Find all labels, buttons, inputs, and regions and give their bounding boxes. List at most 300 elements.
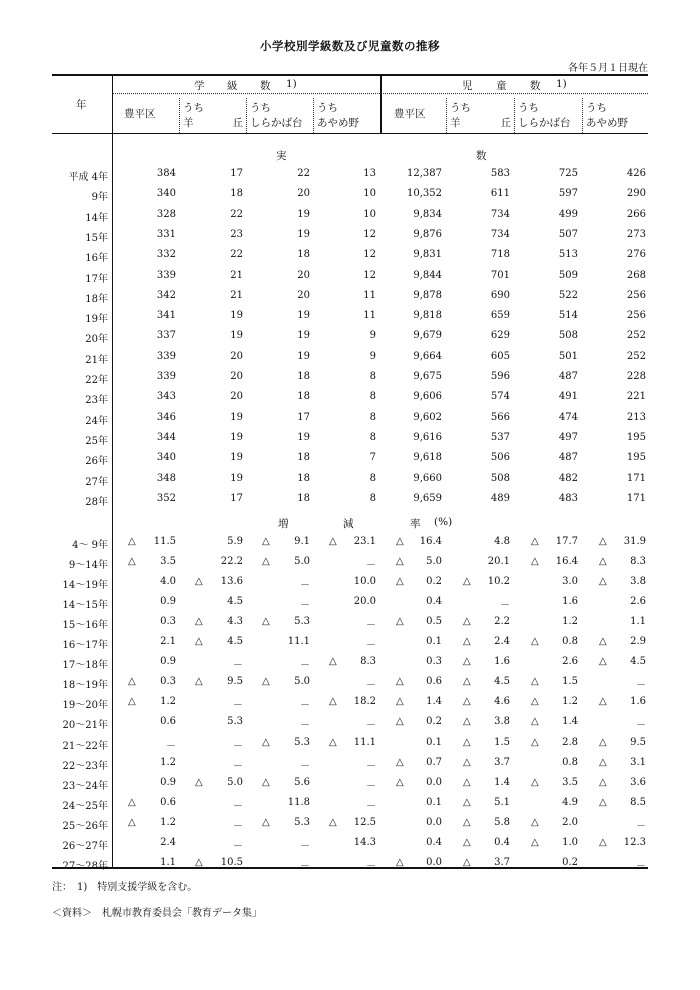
table-cell: 491 (558, 391, 578, 403)
sub-divider (179, 98, 180, 133)
table-cell: 487 (558, 452, 578, 464)
row-year-label: 15年 (85, 232, 108, 244)
table-cell: 18 (297, 472, 310, 484)
sub-header-ayameno (586, 101, 628, 131)
negative-triangle-icon: △ (396, 696, 404, 708)
table-cell: 266 (626, 208, 646, 220)
negative-triangle-icon: △ (262, 736, 270, 748)
table-cell: 23 (230, 228, 243, 240)
table-cell: 4.9 (562, 796, 578, 808)
group-header-char: 級 (227, 80, 238, 92)
table-cell: 19 (297, 208, 310, 220)
negative-triangle-icon: △ (463, 796, 471, 808)
negative-triangle-icon: △ (599, 576, 607, 588)
negative-triangle-icon: △ (128, 796, 136, 808)
table-cell: 7 (369, 452, 376, 464)
row-year-label: 24～25年 (62, 800, 108, 812)
group-header-char: 学 (194, 80, 205, 92)
row-year-label: 14～15年 (62, 600, 108, 612)
negative-triangle-icon: △ (531, 836, 539, 848)
sub-header-ayameno (317, 101, 359, 131)
table-cell: － (300, 860, 310, 872)
sub-header-uchi: うち (250, 102, 271, 114)
table-cell: 1.5 (562, 676, 578, 688)
section-char: 率 (410, 518, 421, 530)
table-cell: － (300, 580, 310, 592)
table-cell: 0.9 (160, 776, 176, 788)
sub-header-char: 丘 (500, 117, 511, 129)
table-cell: 3.6 (630, 776, 646, 788)
table-cell: 9,818 (413, 310, 442, 322)
negative-triangle-icon: △ (396, 716, 404, 728)
table-cell: 9,659 (413, 492, 442, 504)
table-cell: 0.1 (426, 796, 442, 808)
table-cell: 22.2 (220, 556, 243, 568)
table-cell: 2.2 (494, 616, 510, 628)
negative-triangle-icon: △ (262, 616, 270, 628)
table-cell: 5.1 (494, 796, 510, 808)
sub-divider (582, 98, 583, 133)
table-cell: 19 (297, 431, 310, 443)
table-cell: 12.3 (623, 836, 646, 848)
table-cell: 19 (230, 411, 243, 423)
negative-triangle-icon: △ (128, 816, 136, 828)
table-cell: 9,616 (413, 431, 442, 443)
negative-triangle-icon: △ (262, 536, 270, 547)
table-cell: 9.1 (294, 536, 310, 547)
negative-triangle-icon: △ (463, 656, 471, 668)
table-cell: 9.5 (630, 736, 646, 748)
table-bottom-rule (52, 867, 648, 869)
table-cell: 0.9 (160, 596, 176, 608)
table-cell: 5.0 (426, 556, 442, 568)
row-year-label: 平成 4年 (68, 172, 108, 183)
table-cell: 17 (230, 492, 243, 504)
table-cell: 290 (626, 188, 646, 200)
negative-triangle-icon: △ (262, 776, 270, 788)
table-cell: 18.2 (353, 696, 376, 708)
negative-triangle-icon: △ (128, 676, 136, 688)
table-cell: 18 (297, 249, 310, 261)
table-cell: 339 (156, 269, 176, 281)
negative-triangle-icon: △ (262, 556, 270, 568)
table-cell: 340 (156, 188, 176, 200)
table-cell: 2.6 (630, 596, 646, 608)
table-cell: 509 (558, 269, 578, 281)
group-header-note-ref: 1) (286, 78, 297, 90)
table-cell: 3.0 (562, 576, 578, 588)
negative-triangle-icon: △ (195, 856, 203, 868)
row-year-label: 23～24年 (62, 780, 108, 792)
table-cell: 18 (297, 371, 310, 382)
sub-header-uchi: うち (450, 102, 471, 114)
table-cell: － (366, 760, 376, 772)
negative-triangle-icon: △ (195, 776, 203, 788)
table-cell: 566 (490, 411, 510, 423)
table-cell: 342 (156, 289, 176, 301)
sub-header-uchi: うち (586, 102, 607, 114)
table-cell: 522 (558, 289, 578, 301)
table-cell: 332 (156, 249, 176, 261)
table-cell: 0.4 (426, 596, 442, 608)
table-cell: 508 (490, 472, 510, 484)
section-char: 増 (278, 518, 289, 530)
table-cell: 16.4 (419, 536, 442, 547)
table-cell: － (300, 660, 310, 672)
table-cell: 1.1 (160, 856, 176, 868)
table-cell: 11 (363, 310, 376, 322)
table-cell: 1.4 (494, 776, 510, 788)
group-header-note-ref: 1) (556, 78, 567, 90)
table-cell: 20.0 (353, 596, 376, 608)
row-year-label: 22～23年 (62, 760, 108, 772)
table-cell: － (300, 720, 310, 732)
negative-triangle-icon: △ (531, 736, 539, 748)
table-cell: 4.3 (227, 616, 243, 628)
table-cell: － (300, 840, 310, 852)
table-cell: 12 (363, 269, 376, 281)
table-cell: － (636, 820, 646, 832)
table-cell: 0.7 (426, 756, 442, 768)
negative-triangle-icon: △ (329, 816, 337, 828)
negative-triangle-icon: △ (396, 776, 404, 788)
table-cell: 0.2 (426, 576, 442, 588)
table-cell: 2.0 (562, 816, 578, 828)
table-cell: 482 (558, 472, 578, 484)
table-cell: 11 (363, 289, 376, 301)
table-cell: 501 (558, 350, 578, 362)
table-cell: 0.4 (494, 836, 510, 848)
table-cell: 596 (490, 371, 510, 382)
table-cell: － (636, 720, 646, 732)
negative-triangle-icon: △ (463, 756, 471, 768)
negative-triangle-icon: △ (396, 616, 404, 628)
row-year-label: 23年 (85, 395, 108, 407)
table-cell: 574 (490, 391, 510, 403)
table-cell: 2.8 (562, 736, 578, 748)
table-cell: 9,602 (413, 411, 442, 423)
table-cell: 2.4 (160, 836, 176, 848)
group-header-char: 数 (530, 80, 541, 92)
table-cell: 17 (297, 411, 310, 423)
table-cell: 337 (156, 330, 176, 342)
table-cell: 20 (230, 391, 243, 403)
sub-header-uchi: うち (183, 102, 204, 114)
table-cell: 506 (490, 452, 510, 464)
sub-header-hitsujigaoka (450, 101, 511, 131)
row-year-label: 26～27年 (62, 840, 108, 852)
negative-triangle-icon: △ (329, 536, 337, 547)
table-cell: 20 (230, 371, 243, 382)
table-cell: 3.7 (494, 756, 510, 768)
negative-triangle-icon: △ (128, 536, 136, 547)
table-cell: － (636, 680, 646, 692)
table-cell: 0.3 (160, 676, 176, 688)
negative-triangle-icon: △ (463, 856, 471, 868)
table-cell: 8.3 (360, 656, 376, 668)
table-cell: 3.1 (630, 756, 646, 768)
table-cell: 10 (363, 208, 376, 220)
table-cell: 0.8 (562, 756, 578, 768)
table-cell: 9,606 (413, 391, 442, 403)
table-cell: 1.6 (562, 596, 578, 608)
table-cell: － (366, 780, 376, 792)
table-cell: 0.9 (160, 656, 176, 668)
row-year-label: 27年 (85, 476, 108, 488)
section-char: 減 (343, 518, 354, 530)
table-cell: 328 (156, 208, 176, 220)
sub-header-char: 羊 (450, 117, 461, 129)
table-cell: 12,387 (407, 168, 442, 179)
table-cell: － (166, 740, 176, 752)
table-cell: 605 (490, 350, 510, 362)
table-cell: 3.5 (562, 776, 578, 788)
table-cell: 343 (156, 391, 176, 403)
table-cell: 18 (297, 492, 310, 504)
table-cell: 5.0 (294, 676, 310, 688)
table-cell: 348 (156, 472, 176, 484)
table-cell: 10,352 (407, 188, 442, 200)
table-cell: 514 (558, 310, 578, 322)
table-cell: 31.9 (623, 536, 646, 547)
table-cell: 9,831 (413, 249, 442, 261)
row-year-label: 17～18年 (62, 660, 108, 672)
table-cell: 3.8 (494, 716, 510, 728)
table-cell: 21 (230, 289, 243, 301)
negative-triangle-icon: △ (599, 756, 607, 768)
table-cell: 0.2 (426, 716, 442, 728)
negative-triangle-icon: △ (195, 636, 203, 648)
table-cell: － (366, 680, 376, 692)
table-cell: 346 (156, 411, 176, 423)
table-cell: 583 (490, 168, 510, 179)
table-cell: 11.1 (287, 636, 310, 648)
table-cell: 12.5 (353, 816, 376, 828)
negative-triangle-icon: △ (463, 636, 471, 648)
negative-triangle-icon: △ (599, 636, 607, 648)
table-cell: 629 (490, 330, 510, 342)
table-cell: 9,618 (413, 452, 442, 464)
table-cell: 273 (626, 228, 646, 240)
table-cell: 8 (369, 431, 376, 443)
row-year-label: 17年 (85, 273, 108, 285)
table-cell: 276 (626, 249, 646, 261)
table-cell: 171 (626, 492, 646, 504)
table-cell: 9,675 (413, 371, 442, 382)
row-year-label: 15～16年 (62, 620, 108, 632)
negative-triangle-icon: △ (531, 676, 539, 688)
footnote: 注： 1) 特別支援学級を含む。 (52, 882, 198, 893)
negative-triangle-icon: △ (195, 616, 203, 628)
table-cell: 1.4 (562, 716, 578, 728)
table-cell: 1.2 (160, 756, 176, 768)
table-cell: 10.0 (353, 576, 376, 588)
row-year-label: 21年 (85, 354, 108, 366)
negative-triangle-icon: △ (396, 576, 404, 588)
row-year-label: 18～19年 (62, 680, 108, 692)
negative-triangle-icon: △ (329, 736, 337, 748)
table-cell: 0.1 (426, 736, 442, 748)
table-cell: 5.3 (294, 736, 310, 748)
table-cell: 2.1 (160, 636, 176, 648)
table-cell: － (366, 560, 376, 572)
table-cell: 701 (490, 269, 510, 281)
table-cell: 344 (156, 431, 176, 443)
table-cell: 4.0 (160, 576, 176, 588)
negative-triangle-icon: △ (463, 816, 471, 828)
table-cell: 0.2 (562, 856, 578, 868)
negative-triangle-icon: △ (599, 696, 607, 708)
table-cell: 21 (230, 269, 243, 281)
table-cell: － (233, 800, 243, 812)
sub-header-shirakabadai (518, 101, 571, 131)
table-cell: 256 (626, 289, 646, 301)
table-cell: 9.5 (227, 676, 243, 688)
sub-header-name: あやめ野 (317, 117, 359, 129)
table-cell: 489 (490, 492, 510, 504)
negative-triangle-icon: △ (396, 856, 404, 868)
sub-header-name: あやめ野 (586, 117, 628, 129)
table-cell: 228 (626, 371, 646, 382)
negative-triangle-icon: △ (599, 796, 607, 808)
table-cell: － (233, 760, 243, 772)
table-cell: 4.5 (227, 636, 243, 648)
table-cell: － (300, 700, 310, 712)
row-year-label: 20年 (85, 334, 108, 346)
sub-divider (313, 98, 314, 133)
negative-triangle-icon: △ (463, 776, 471, 788)
row-year-label: 16年 (85, 253, 108, 265)
table-cell: 20.1 (487, 556, 510, 568)
sub-header-shirakabadai (250, 101, 303, 131)
row-year-label: 24年 (85, 415, 108, 427)
table-cell: 339 (156, 350, 176, 362)
table-cell: 16.4 (555, 556, 578, 568)
negative-triangle-icon: △ (396, 536, 404, 547)
table-cell: 19 (230, 472, 243, 484)
table-cell: 20 (297, 289, 310, 301)
table-cell: 0.0 (426, 776, 442, 788)
table-cell: 9 (369, 350, 376, 362)
table-cell: － (366, 720, 376, 732)
source-note: ＜資料＞ 札幌市教育委員会「教育データ集」 (52, 908, 262, 919)
table-cell: 17 (230, 168, 243, 179)
table-cell: 14.3 (353, 836, 376, 848)
table-cell: 22 (297, 168, 310, 179)
negative-triangle-icon: △ (531, 816, 539, 828)
table-cell: 221 (626, 391, 646, 403)
table-cell: 9,878 (413, 289, 442, 301)
table-cell: 11.8 (287, 796, 310, 808)
table-cell: 1.2 (562, 696, 578, 708)
table-cell: 497 (558, 431, 578, 443)
row-year-label: 14～19年 (62, 580, 108, 592)
table-cell: 8.3 (630, 556, 646, 568)
table-cell: 0.0 (426, 816, 442, 828)
negative-triangle-icon: △ (463, 676, 471, 688)
row-year-label: 16～17年 (62, 640, 108, 652)
table-cell: 252 (626, 330, 646, 342)
table-cell: 268 (626, 269, 646, 281)
table-cell: 4.5 (494, 676, 510, 688)
table-cell: 1.1 (630, 616, 646, 628)
table-cell: 1.5 (494, 736, 510, 748)
table-cell: 0.6 (426, 676, 442, 688)
table-cell: 1.2 (160, 696, 176, 708)
negative-triangle-icon: △ (531, 536, 539, 547)
table-cell: 19 (230, 310, 243, 322)
row-year-label: 26年 (85, 456, 108, 468)
table-cell: － (233, 700, 243, 712)
row-year-label: 4～ 9年 (72, 540, 108, 551)
table-cell: 19 (230, 452, 243, 464)
sub-header-toyohira: 豊平区 (124, 108, 156, 120)
row-year-label: 20～21年 (62, 720, 108, 732)
negative-triangle-icon: △ (531, 556, 539, 568)
table-cell: － (233, 740, 243, 752)
table-cell: 19 (230, 431, 243, 443)
table-cell: 487 (558, 371, 578, 382)
negative-triangle-icon: △ (599, 736, 607, 748)
section-char: 実 (276, 150, 287, 162)
table-cell: 11.5 (153, 536, 176, 547)
table-cell: 213 (626, 411, 646, 423)
negative-triangle-icon: △ (262, 676, 270, 688)
table-cell: 17.7 (555, 536, 578, 547)
table-cell: 499 (558, 208, 578, 220)
negative-triangle-icon: △ (463, 616, 471, 628)
table-cell: 10.2 (487, 576, 510, 588)
table-cell: 18 (297, 391, 310, 403)
table-cell: 8 (369, 492, 376, 504)
table-cell: 195 (626, 452, 646, 464)
table-cell: 734 (490, 208, 510, 220)
table-cell: 20 (297, 188, 310, 200)
table-cell: － (300, 760, 310, 772)
table-cell: － (233, 840, 243, 852)
table-cell: 8.5 (630, 796, 646, 808)
table-cell: 8 (369, 472, 376, 484)
negative-triangle-icon: △ (531, 776, 539, 788)
table-cell: 5.0 (227, 776, 243, 788)
table-cell: 426 (626, 168, 646, 179)
table-cell: 8 (369, 391, 376, 403)
negative-triangle-icon: △ (128, 696, 136, 708)
table-cell: 12 (363, 249, 376, 261)
row-year-label: 14年 (85, 212, 108, 224)
table-cell: 4.8 (494, 536, 510, 547)
row-year-label: 21～22年 (62, 740, 108, 752)
negative-triangle-icon: △ (396, 676, 404, 688)
negative-triangle-icon: △ (329, 696, 337, 708)
table-cell: － (233, 820, 243, 832)
as-of-date: 各年５月１日現在 (568, 63, 648, 74)
table-cell: 22 (230, 208, 243, 220)
table-cell: 3.8 (630, 576, 646, 588)
table-cell: 19 (297, 330, 310, 342)
table-cell: 22 (230, 249, 243, 261)
table-cell: 0.3 (426, 656, 442, 668)
table-cell: 4.6 (494, 696, 510, 708)
table-cell: 20 (230, 350, 243, 362)
table-cell: 718 (490, 249, 510, 261)
table-cell: 659 (490, 310, 510, 322)
row-year-label: 25年 (85, 435, 108, 447)
table-cell: － (500, 600, 510, 612)
table-cell: 2.6 (562, 656, 578, 668)
sub-header-char: 丘 (232, 117, 243, 129)
table-cell: 256 (626, 310, 646, 322)
